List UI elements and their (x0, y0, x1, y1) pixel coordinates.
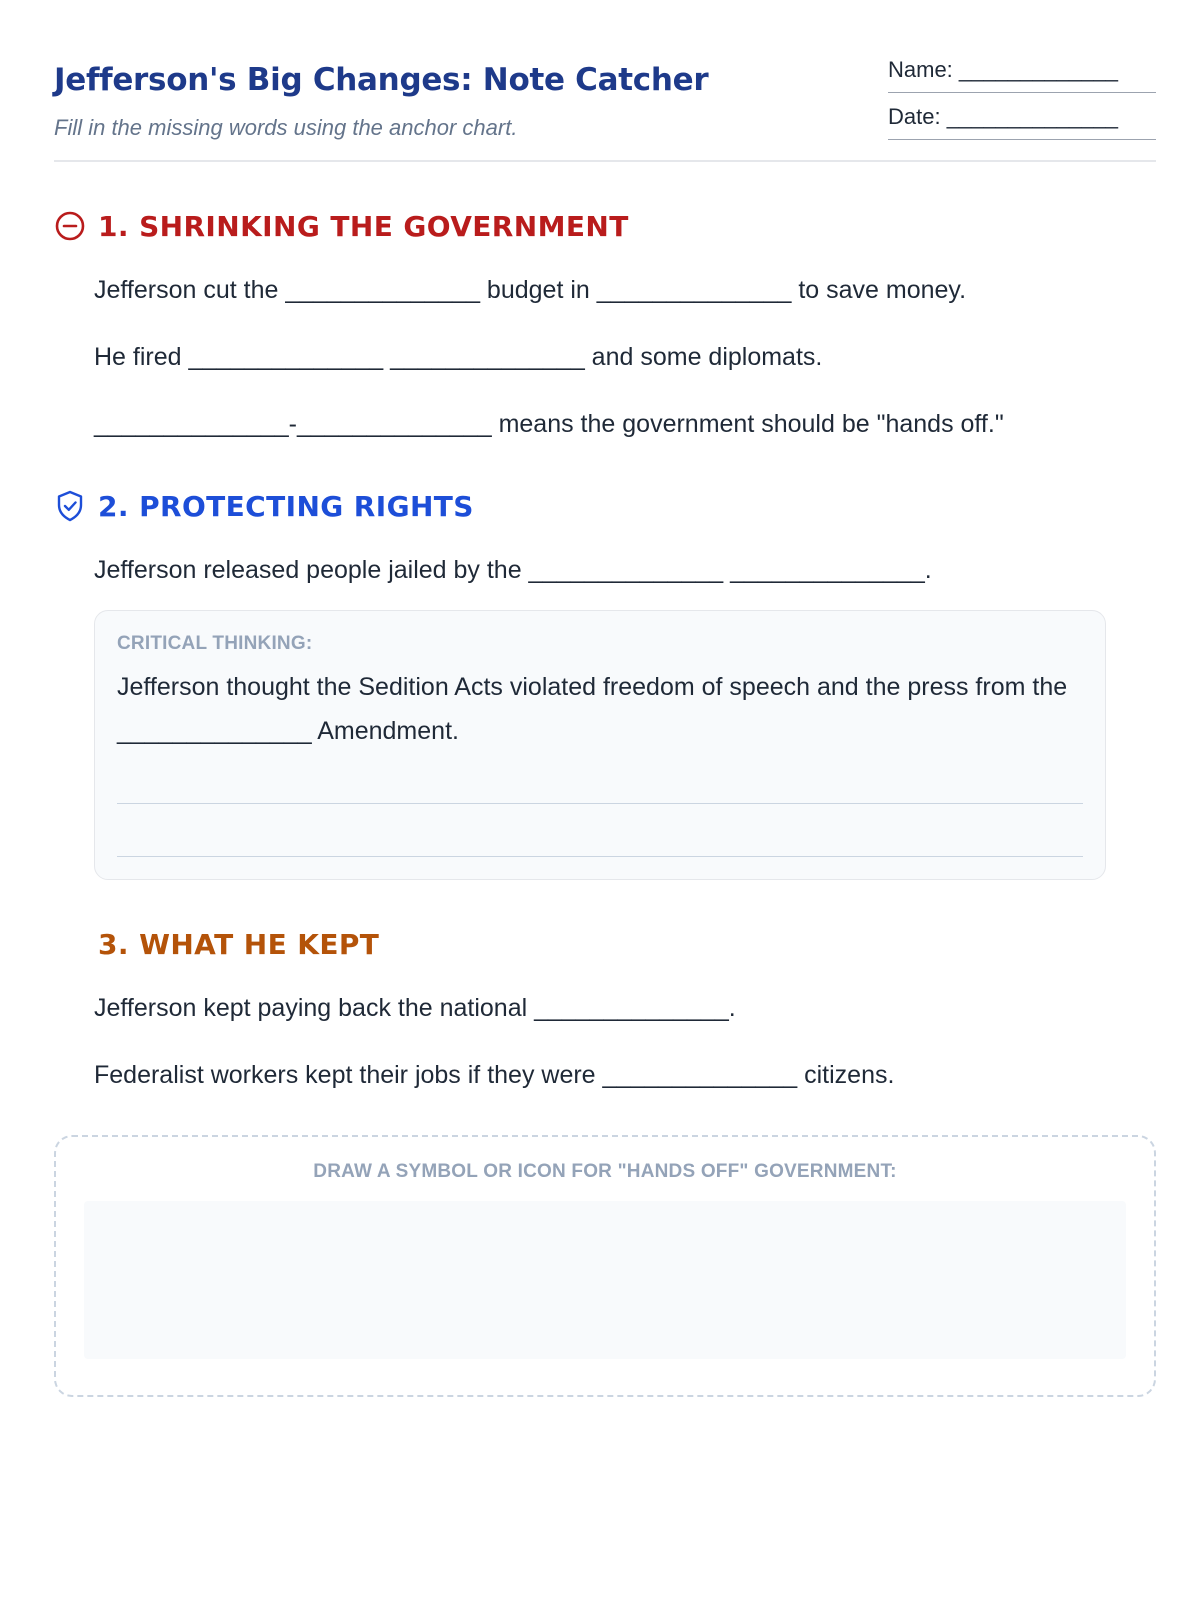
fill-in-line[interactable]: Federalist workers kept their jobs if they were ______________ citizens. (94, 1061, 895, 1089)
section-heading (54, 486, 1156, 526)
section-heading-text: 2. PROTECTING RIGHTS (98, 489, 474, 523)
student-info (888, 54, 1156, 148)
critical-thinking-text[interactable]: Jefferson thought the Sedition Acts violated freedom of speech and the press from the ______________ Amendment. (117, 673, 1068, 745)
critical-thinking-box (94, 610, 1106, 880)
drawing-area[interactable] (84, 1201, 1126, 1359)
section-icon-spacer (54, 927, 88, 961)
page-title: Jefferson's Big Changes: Note Catcher (54, 62, 709, 98)
draw-symbol-label: DRAW A SYMBOL OR ICON FOR "HANDS OFF" GOVERNMENT: (313, 1161, 897, 1182)
critical-thinking-label: CRITICAL THINKING: (117, 633, 313, 654)
section-protecting-rights (54, 486, 1156, 880)
worksheet-header (54, 54, 1156, 162)
date-field[interactable]: Date: ______________ (888, 101, 1156, 140)
fill-in-line[interactable]: He fired ______________ ______________ and some diplomats. (94, 343, 823, 371)
minus-circle-icon (54, 209, 88, 243)
shield-check-icon (54, 489, 88, 523)
section-shrinking-government (54, 206, 1156, 442)
section-heading-text: 1. SHRINKING THE GOVERNMENT (98, 209, 629, 243)
fill-in-line[interactable]: Jefferson cut the ______________ budget in ______________ to save money. (94, 276, 967, 304)
answer-writing-line[interactable] (117, 803, 1083, 804)
draw-symbol-box (54, 1135, 1156, 1397)
fill-in-line[interactable]: Jefferson kept paying back the national ______________. (94, 994, 736, 1022)
name-field[interactable]: Name: _____________ (888, 54, 1156, 93)
section-heading (54, 206, 1156, 246)
section-heading (54, 924, 1156, 964)
fill-in-line[interactable]: Jefferson released people jailed by the ______________ ______________. (94, 556, 932, 584)
section-heading-text: 3. WHAT HE KEPT (98, 927, 380, 961)
answer-writing-line[interactable] (117, 856, 1083, 857)
page-subtitle: Fill in the missing words using the anchor chart. (54, 115, 518, 140)
fill-in-line[interactable]: ______________-______________ means the government should be "hands off." (94, 410, 1004, 438)
section-what-he-kept (54, 924, 1156, 1093)
